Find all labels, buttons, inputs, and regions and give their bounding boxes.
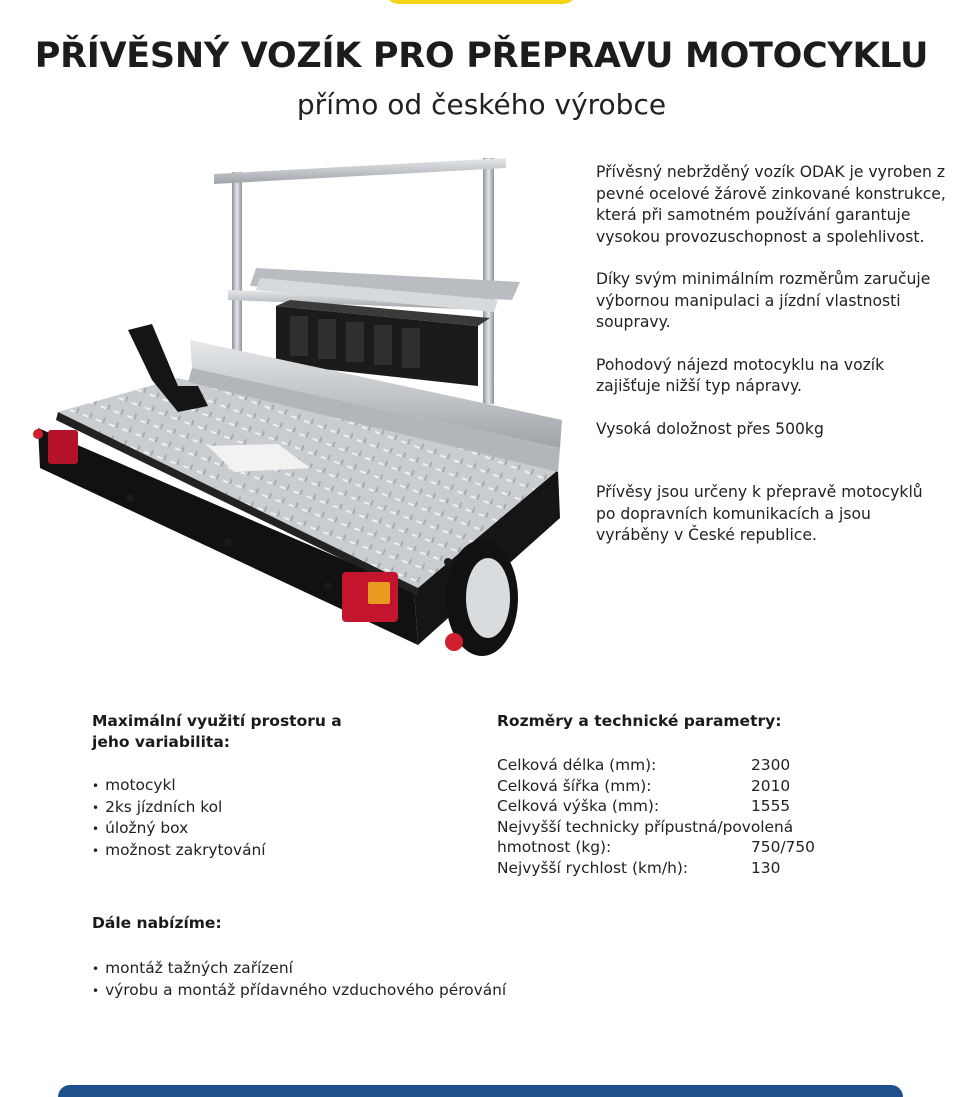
page-subtitle: přímo od českého výrobce (296, 88, 667, 121)
usage-heading: Maximální využití prostoru a jeho variabilita: (92, 712, 342, 751)
list-item: • 2ks jízdních kol (92, 797, 452, 819)
usage-section (92, 711, 452, 861)
description-paragraph: Pohodový nájezd motocyklu na vozík zajišťuje nižší typ nápravy. (596, 355, 885, 395)
page-title: PŘÍVĚSNÝ VOZÍK PRO PŘEPRAVU MOTOCYKLU (34, 36, 929, 76)
table-row (497, 776, 815, 797)
list-item: • možnost zakrytování (92, 840, 452, 862)
list-item: • úložný box (92, 818, 452, 840)
trailer-image (28, 150, 568, 670)
description-paragraph: Přívěsný nebržděný vozík ODAK je vyroben z pevné ocelové žárově zinkované konstrukce, která při samotném používání garantuje vysokou provozuschopnost a spolehlivost. (596, 163, 946, 246)
spec-label: Nejvyšší technicky přípustná/povolená (497, 817, 794, 836)
spec-value: 1555 (751, 797, 791, 815)
top-yellow-tab (385, 0, 577, 4)
spec-label: hmotnost (kg): (497, 838, 612, 856)
description-block (596, 162, 946, 568)
table-row (497, 817, 815, 838)
list-item: • výrobu a montáž přídavného vzduchového pérování (92, 980, 792, 1002)
table-row (497, 858, 815, 879)
specs-section (497, 711, 927, 878)
usage-list (92, 775, 452, 861)
list-item: • motocykl (92, 775, 452, 797)
table-row (497, 796, 815, 817)
specs-heading: Rozměry a technické parametry: (497, 712, 782, 730)
table-row (497, 755, 815, 776)
description-paragraph: Díky svým minimálním rozměrům zaručuje výbornou manipulaci a jízdní vlastnosti soupravy. (596, 270, 931, 331)
spec-value: 2010 (751, 776, 791, 795)
spec-label: Celková výška (mm): (497, 797, 660, 815)
spec-value: 2300 (751, 756, 791, 774)
list-item: • montáž tažných zařízení (92, 958, 792, 980)
offer-heading: Dále nabízíme: (92, 914, 222, 932)
spec-label: Celková šířka (mm): (497, 776, 652, 795)
description-paragraph: Přívěsy jsou určeny k přepravě motocyklů po dopravních komunikacích a jsou vyráběny v České republice. (596, 483, 923, 544)
offer-section (92, 913, 792, 1001)
description-paragraph: Vysoká doložnost přes 500kg (596, 419, 824, 438)
bottom-blue-bar (58, 1085, 903, 1097)
spec-label: Nejvyšší rychlost (km/h): (497, 858, 689, 877)
spec-value: 750/750 (751, 838, 815, 856)
spec-value: 130 (751, 858, 781, 877)
table-row (497, 837, 815, 858)
spec-label: Celková délka (mm): (497, 756, 657, 774)
specs-table (497, 755, 815, 878)
offer-list (92, 958, 792, 1001)
